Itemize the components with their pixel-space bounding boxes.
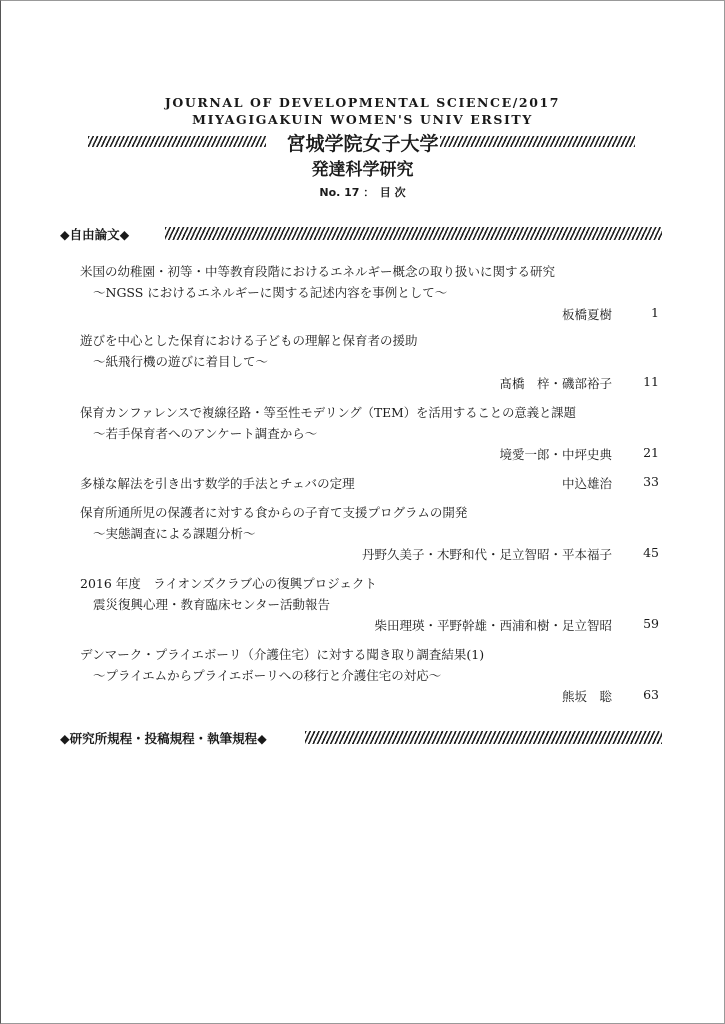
article-title: 遊びを中心とした保育における子どもの理解と保育者の援助: [80, 333, 418, 348]
article-title: 保育カンファレンスで複線径路・等至性モデリング（TEM）を活用することの意義と課題: [80, 406, 576, 420]
article-subtitle: 〜実態調査による課題分析〜: [93, 526, 256, 541]
article-subtitle: 〜紙飛行機の遊びに着目して〜: [93, 354, 269, 369]
article-authors: 柴田理瑛・平野幹雄・西浦和樹・足立智昭: [374, 618, 612, 633]
article-authors: 熊坂 聡: [561, 689, 612, 704]
journal-title-en: JOURNAL OF DEVELOPMENTAL SCIENCE/2017: [164, 95, 561, 110]
article-title: 米国の幼稚園・初等・中等教育段階におけるエネルギー概念の取り扱いに関する研究: [80, 264, 556, 279]
article-authors: 髙橋 梓・磯部裕子: [499, 376, 612, 391]
article-page: 45: [643, 545, 659, 560]
issue-number: No. 17 ： 目 次: [319, 186, 406, 199]
article-title: 多様な解法を引き出す数学的手法とチェバの定理: [80, 476, 355, 491]
journal-subtitle-ja: 発達科学研究: [311, 160, 414, 180]
article-title: 2016 年度 ライオンズクラブ心の復興プロジェクト: [80, 576, 377, 591]
article-page: 1: [651, 305, 659, 320]
article-subtitle: 〜NGSS におけるエネルギーに関する記述内容を事例として〜: [93, 285, 448, 300]
article-subtitle: 〜若手保育者へのアンケート調査から〜: [93, 426, 318, 441]
section-heading-free-papers: ◆自由論文◆: [60, 227, 130, 242]
article-authors: 中込雄治: [561, 476, 612, 491]
article-authors: 板橋夏樹: [561, 307, 612, 322]
article-title: デンマーク・プライエボーリ（介護住宅）に対する聞き取り調査結果(1): [80, 647, 485, 662]
article-page: 33: [643, 474, 659, 489]
article-page: 21: [643, 445, 659, 460]
section-hatch-1: [165, 227, 662, 240]
article-title: 保育所通所児の保護者に対する食からの子育て支援プログラムの開発: [80, 505, 468, 520]
journal-university-en: MIYAGIGAKUIN WOMEN'S UNIV ERSITY: [192, 112, 533, 127]
article-page: 59: [643, 616, 659, 631]
section-heading-regulations: ◆研究所規程・投稿規程・執筆規程◆: [60, 731, 267, 746]
article-authors: 丹野久美子・木野和代・足立智昭・平本福子: [361, 547, 612, 562]
article-page: 11: [643, 374, 659, 389]
journal-title-ja: 宮城学院女子大学: [286, 133, 439, 155]
article-subtitle: 震災復興心理・教育臨床センター活動報告: [93, 597, 331, 612]
article-page: 63: [643, 687, 659, 702]
article-authors: 境愛一郎・中坪史典: [499, 447, 612, 462]
section-hatch-2: [305, 731, 662, 744]
article-subtitle: 〜プライエムからプライエボーリへの移行と介護住宅の対応〜: [93, 668, 442, 683]
